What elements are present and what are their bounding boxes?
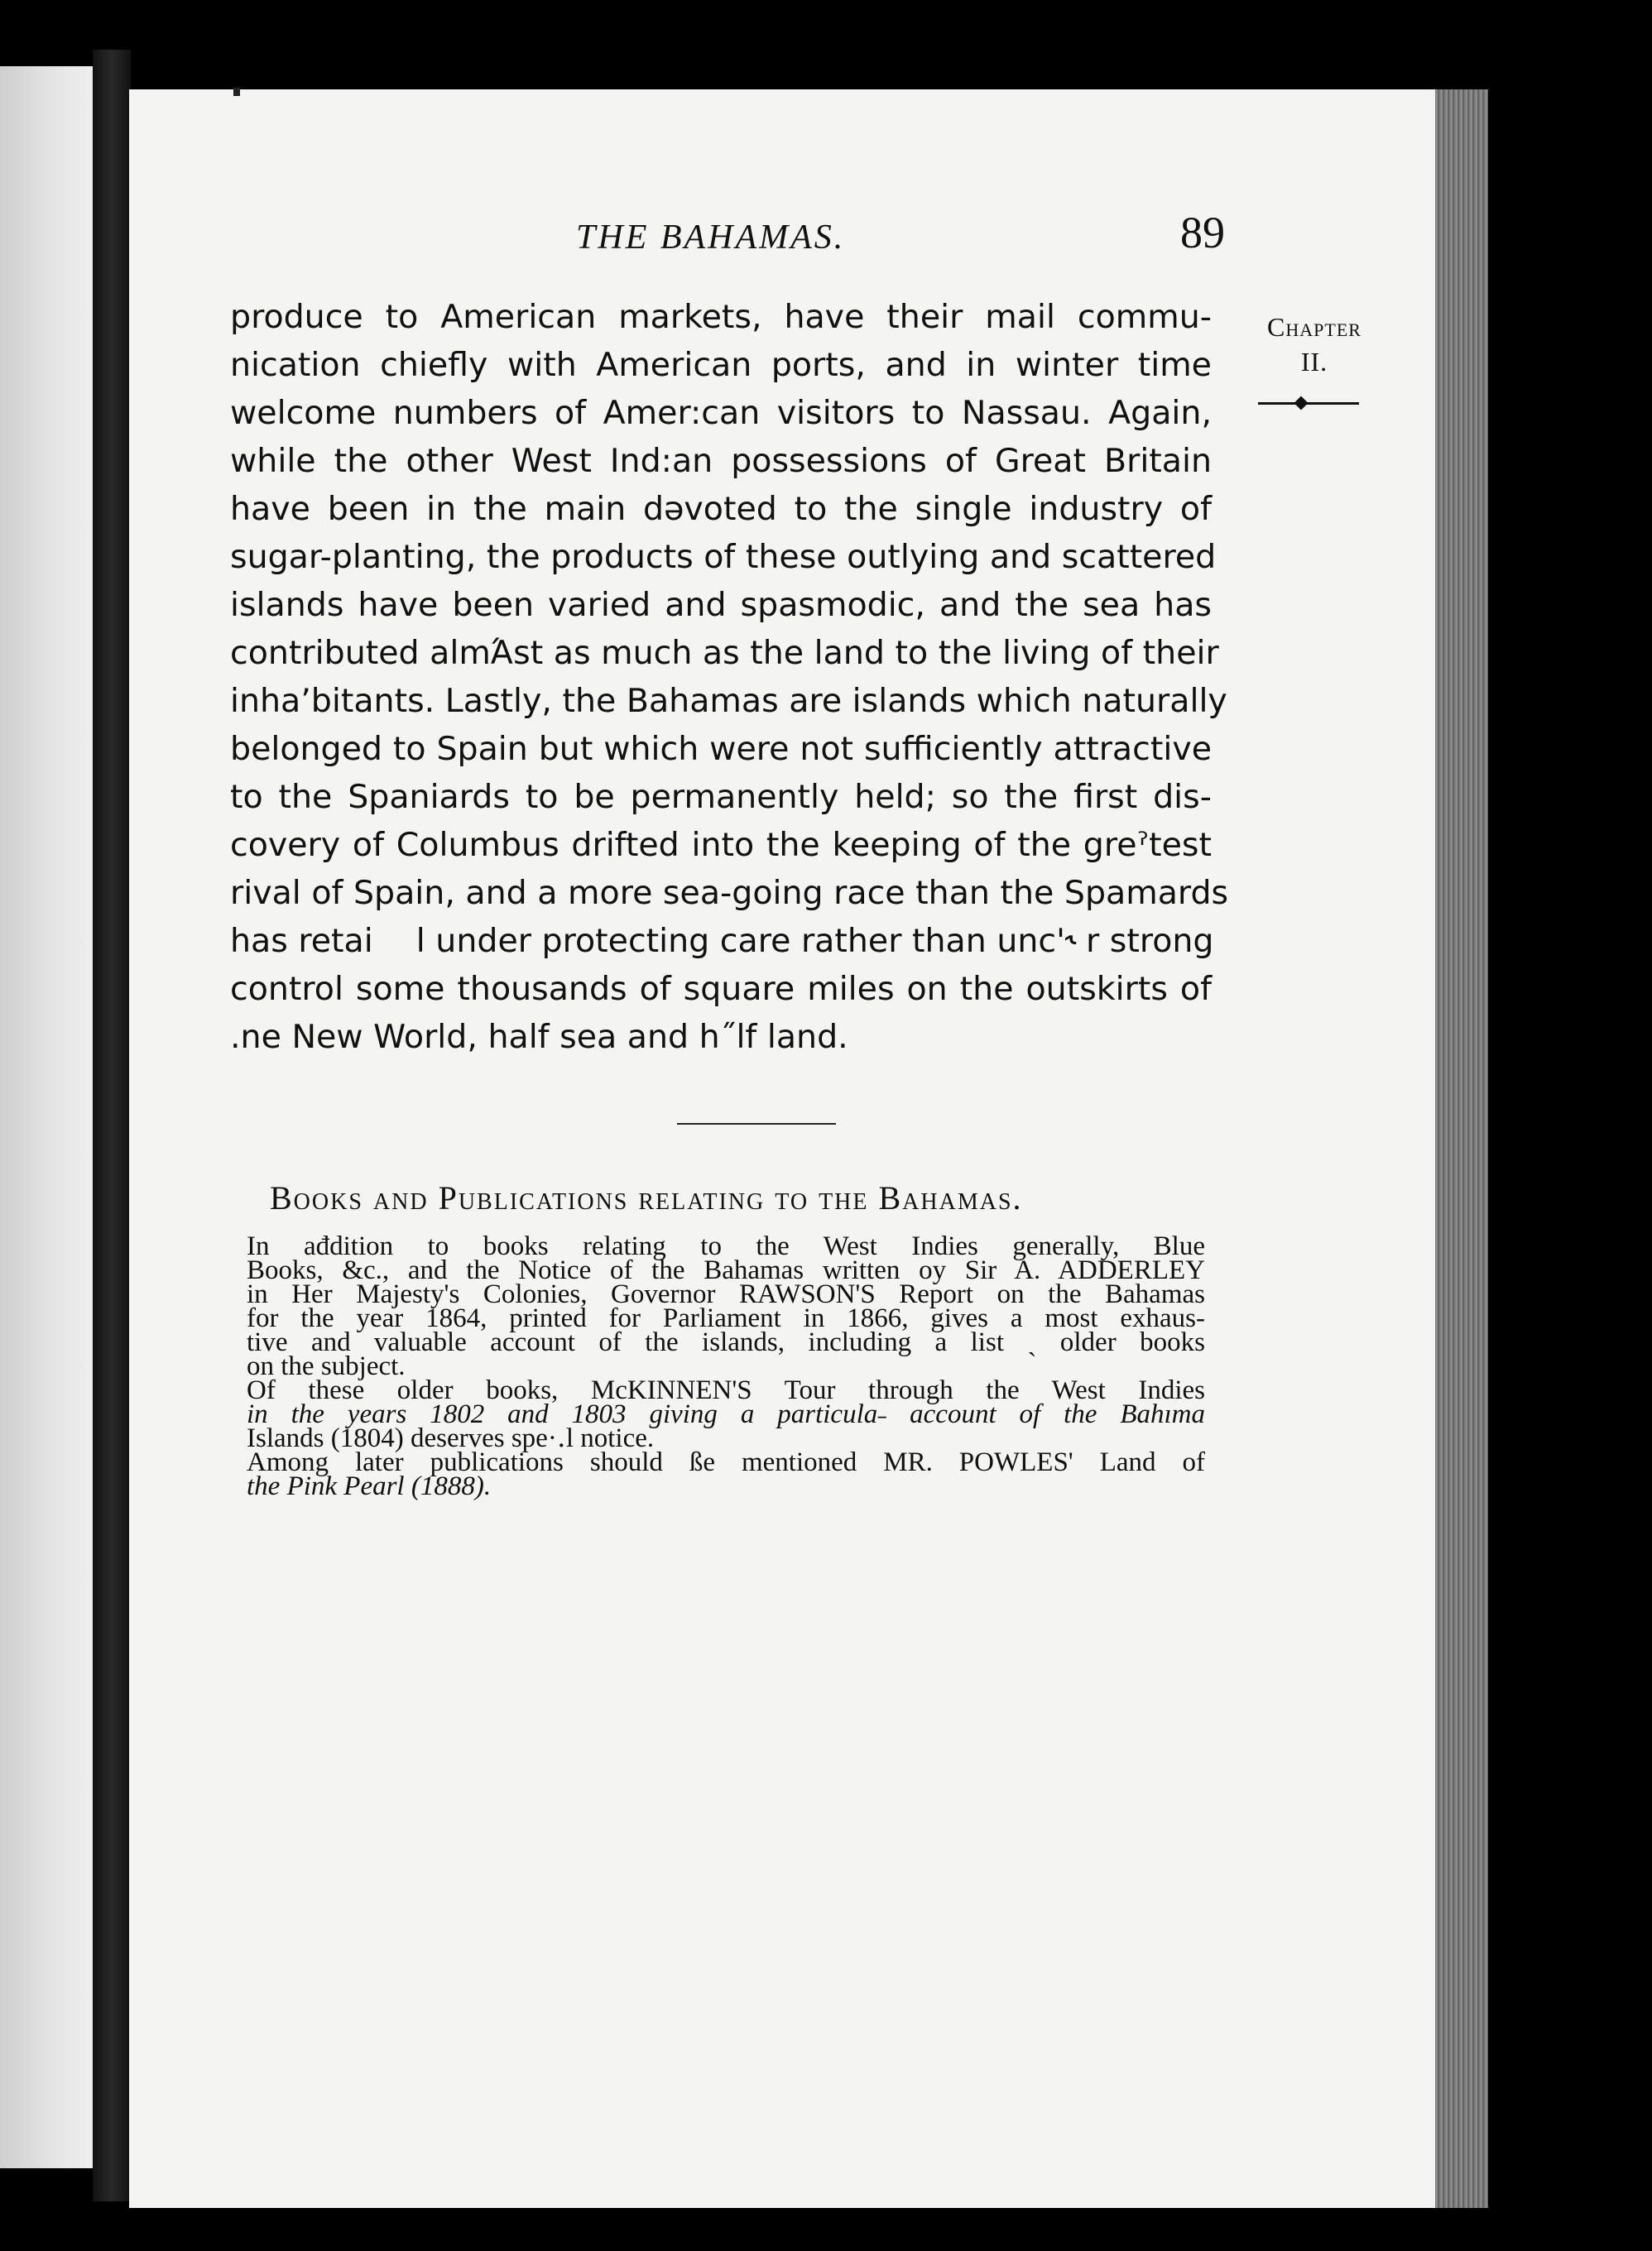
note-line: in the years 1802 and 1803 giving a particula˗ account of the Bahıma bbox=[247, 1399, 1205, 1429]
chapter-rule bbox=[1258, 402, 1359, 405]
body-line: .ne New World, half sea and h˝lf land. bbox=[230, 1018, 848, 1056]
note-line: on the subject. bbox=[247, 1351, 406, 1381]
body-line: islands have been varied and spasmodic, and the sea has bbox=[230, 586, 1212, 624]
left-page-edge bbox=[0, 66, 99, 2168]
body-line: while the other West Ind:an possessions of Great Britain bbox=[230, 442, 1212, 480]
body-line: has retai l under protecting care rather than unc'˞ r strong bbox=[230, 922, 1214, 960]
note-line: tive and valuable account of the islands, including a list ˏ older books bbox=[247, 1327, 1205, 1357]
body-line: rival of Spain, and a more sea-going race than the Spamards bbox=[230, 874, 1229, 912]
note-line: Islands (1804) deserves spe·․l notice. bbox=[247, 1423, 655, 1453]
scan-border bbox=[1488, 74, 1652, 2251]
body-line: have been in the main dəvoted to the single industry of bbox=[230, 490, 1212, 528]
note-line: Of these older books, McKINNEN'S Tour through the West Indies bbox=[247, 1375, 1205, 1405]
body-line: produce to American markets, have their mail commu- bbox=[230, 298, 1212, 336]
body-line: nication chiefly with American ports, and in winter time bbox=[230, 346, 1212, 384]
note-line: for the year 1864, printed for Parliament in 1866, gives a most exhaus- bbox=[247, 1303, 1205, 1333]
chapter-label: Chapter bbox=[1267, 312, 1361, 342]
note-line: In ađdition to books relating to the West Indies generally, Blue bbox=[247, 1231, 1205, 1261]
book-gutter bbox=[93, 50, 131, 2201]
body-line: welcome numbers of Amer:can visitors to Nassau. Again, bbox=[230, 394, 1212, 432]
note-paragraph bbox=[212, 1447, 1205, 1501]
section-divider-tail bbox=[814, 1123, 834, 1125]
chapter-number: II. bbox=[1300, 347, 1328, 377]
section-divider bbox=[677, 1123, 836, 1125]
body-line: to the Spaniards to be permanently held; so the first dis- bbox=[230, 778, 1212, 816]
body-line: contributed almΆst as much as the land to the living of their bbox=[230, 634, 1219, 672]
note-line: Books, &c., and the Notice of the Bahamas written oy Sir A. ADDERLEY bbox=[247, 1255, 1205, 1285]
body-line: covery of Columbus drifted into the keeping of the greˀtest bbox=[230, 826, 1212, 864]
body-line: belonged to Spain but which were not sufficiently attractive bbox=[230, 730, 1212, 768]
page-fore-edge bbox=[1435, 89, 1488, 2208]
body-text bbox=[230, 293, 1229, 1061]
note-paragraph bbox=[212, 1231, 1205, 1381]
page-number: 89 bbox=[1180, 208, 1225, 257]
body-line: control some thousands of square miles on the outskirts of bbox=[230, 970, 1212, 1008]
running-head: THE BAHAMAS. bbox=[576, 218, 846, 257]
ink-speck bbox=[233, 88, 240, 96]
note-paragraph bbox=[212, 1375, 1205, 1453]
body-line: sugar-planting, the products of these outlying and scattered bbox=[230, 538, 1217, 576]
chapter-marginal-label bbox=[1248, 310, 1381, 379]
note-line: in Her Majesty's Colonies, Governor RAWSON'S Report on the Bahamas bbox=[247, 1279, 1205, 1309]
section-heading: Books and Publications relating to the Bahamas. bbox=[270, 1179, 1023, 1217]
bibliography-notes bbox=[212, 1231, 1205, 1501]
body-line: inhaʼbitants. Lastly, the Bahamas are islands which naturally bbox=[230, 682, 1227, 720]
note-line: the Pink Pearl (1888). bbox=[247, 1471, 492, 1501]
note-line: Among later publications should ße mentioned MR. POWLES' Land of bbox=[247, 1447, 1205, 1477]
